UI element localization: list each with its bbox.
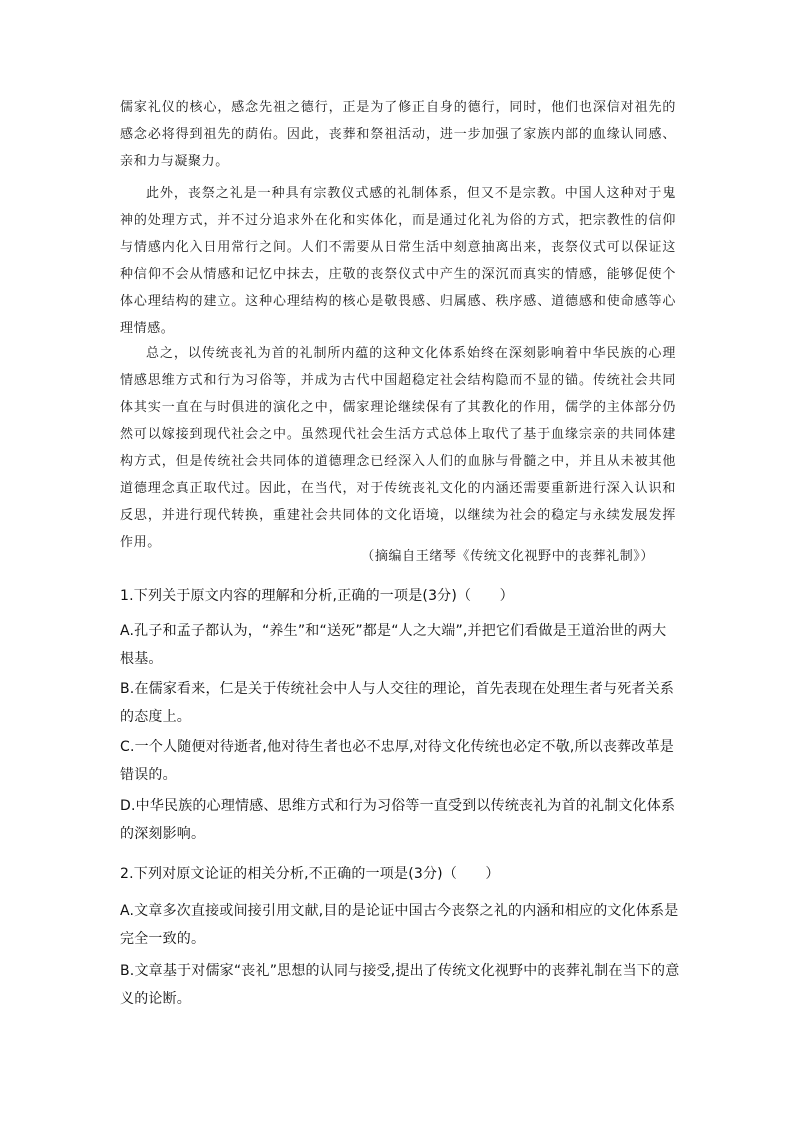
passage-source-citation: （摘编自王绪琴《传统文化视野中的丧葬礼制》） [361,549,654,564]
question-2-option-b: B.文章基于对儒家“丧礼”思想的认同与接受,提出了传统文化视野中的丧葬礼制在当下的意义的论断。 [120,963,680,1007]
question-1-stem: 1.下列关于原文内容的理解和分析,正确的一项是(3分)（ ） [120,588,514,604]
passage-paragraph-3: 总之，以传统丧礼为首的礼制所内蕴的这种文化体系始终在深刻影响着中华民族的心理情感思维方式和行为习俗等，并成为古代中国超稳定社会结构隐而不显的锚。传统社会共同体其实一直在与时俱进的演化之中，儒家理论继续保有了其教化的作用，儒学的主体部分仍然可以嫁接到现代社会之中。虽然现代社会生活方式总体上取代了基于血缘宗亲的共同体建构方式，但是传统社会共同体的道德理念已经深入人们的血脉与骨髓之中，并且从未被其他道德理念真正取代过。因此，在当代，对于传统丧礼文化的内涵还需要重新进行深入认识和反思，并进行现代转换，重建社会共同体的文化语境，以继续为社会的稳定与永续发展发挥作用。 [120,346,676,550]
passage-paragraph-2: 此外，丧祭之礼是一种具有宗教仪式感的礼制体系，但又不是宗教。中国人这种对于鬼神的处理方式，并不过分追求外在化和实体化，而是通过化礼为俗的方式，把宗教性的信仰与情感内化入日用常行之间。人们不需要从日常生活中刻意抽离出来，丧祭仪式可以保证这种信仰不会从情感和记忆中抹去，庄敬的丧祭仪式中产生的深沉而真实的情感，能够促使个体心理结构的建立。这种心理结构的核心是敬畏感、归属感、秩序感、道德感和使命感等心理情感。 [120,186,676,336]
question-2-option-a: A.文章多次直接或间接引用文献,目的是论证中国古今丧祭之礼的内涵和相应的文化体系是完全一致的。 [120,903,679,947]
question-1-option-a: A.孔子和孟子都认为，“养生”和“送死”都是“人之大端”,并把它们看做是王道治世的两大根基。 [120,623,667,667]
question-2-stem: 2.下列对原文论证的相关分析,不正确的一项是(3分)（ ） [120,866,500,882]
question-1-option-d: D.中华民族的心理情感、思维方式和行为习俗等一直受到以传统丧礼为首的礼制文化体系的深刻影响。 [120,798,676,842]
passage-paragraph-1: 儒家礼仪的核心，感念先祖之德行，正是为了修正自身的德行，同时，他们也深信对祖先的感念必将得到祖先的荫佑。因此，丧葬和祭祖活动，进一步加强了家族内部的血缘认同感、亲和力与凝聚力。 [120,100,676,169]
question-1-option-c: C.一个人随便对待逝者,他对待生者也必不忠厚,对待文化传统也必定不敬,所以丧葬改革是错误的。 [120,739,674,783]
question-1-option-b: B.在儒家看来，仁是关于传统社会中人与人交往的理论，首先表现在处理生者与死者关系的态度上。 [120,681,675,725]
